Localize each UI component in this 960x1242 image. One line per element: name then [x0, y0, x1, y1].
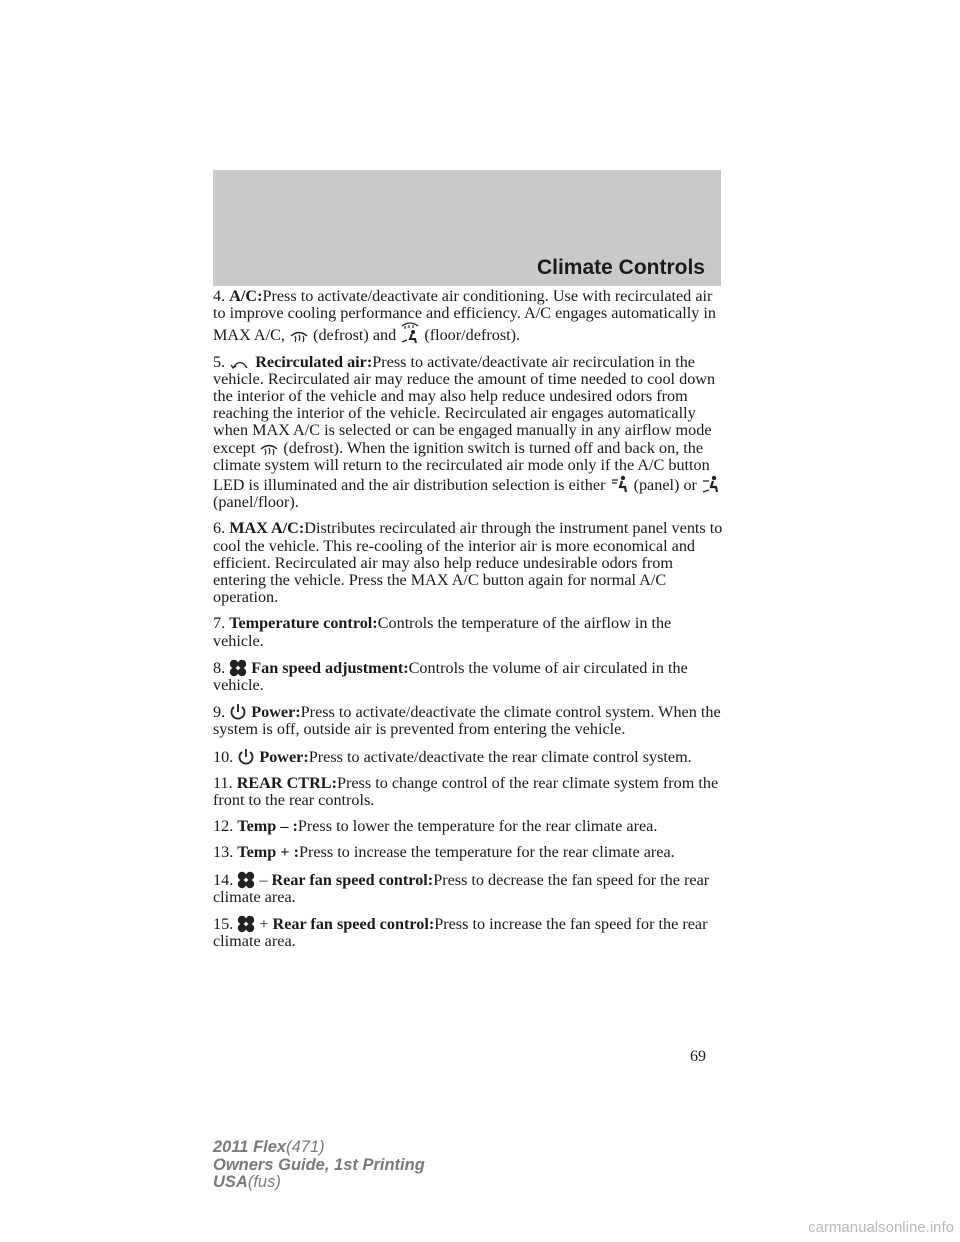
list-item: 7. Temperature control:Controls the temperature of the airflow in the vehicle. [213, 614, 672, 650]
list-item: 13. Temp + :Press to increase the temperature for the rear climate area. [213, 843, 675, 862]
defrost-icon [289, 330, 309, 344]
list-item: 8. Fan speed adjustment:Controls the volume of air circulated in the vehicle. [213, 658, 688, 695]
page-number: 69 [690, 1048, 706, 1065]
print-footer: 2011 Flex(471) Owners Guide, 1st Printing USA(fus) [213, 1138, 425, 1191]
section-title: Climate Controls [536, 256, 705, 279]
watermark[interactable]: carmanualsonline.info [808, 1219, 954, 1236]
list-item: 12. Temp – :Press to lower the temperature for the rear climate area. [213, 817, 658, 836]
fan-icon [229, 659, 247, 677]
panel-vent-icon [610, 474, 630, 494]
list-item: 6. MAX A/C:Distributes recirculated air through the instrument panel vents to cool the vehicle. This re-cooling of the interior air is more economical and efficient. Recirculated air may also help reduce undesirable odors from entering the vehicle. Press the MAX A/C button again for normal A/C operation. [213, 519, 723, 607]
power-icon [237, 748, 255, 766]
defrost-icon [259, 443, 279, 457]
recirculate-icon [229, 359, 251, 371]
list-item: 10. Power:Press to activate/deactivate the rear climate control system. [213, 747, 692, 766]
list-item: 11. REAR CTRL:Press to change control of the rear climate system from the front to the rear controls. [213, 773, 719, 810]
fan-icon [237, 871, 255, 889]
list-item: 4. A/C:Press to activate/deactivate air conditioning. Use with recirculated air to improve cooling performance and efficiency. A/C engages automatically in MAX A/C, (defrost) and (floor/defrost). [213, 287, 716, 345]
section-header-band [213, 170, 721, 286]
floor-defrost-icon [400, 322, 420, 344]
list-item: 15. + Rear fan speed control:Press to increase the fan speed for the rear climate area. [213, 915, 708, 951]
power-icon [229, 703, 247, 721]
fan-icon [237, 915, 255, 933]
instructions-list [213, 288, 723, 960]
list-item: 14. – Rear fan speed control:Press to decrease the fan speed for the rear climate area. [213, 870, 710, 906]
panel-floor-vent-icon [701, 474, 721, 494]
list-item: 9. Power:Press to activate/deactivate the climate control system. When the system is off, outside air is prevented from entering the vehicle. [213, 703, 721, 739]
list-item: 5. Recirculated air:Press to activate/deactivate air recirculation in the vehicle. Recirculated air may reduce the amount of time needed to cool down the interior of the vehicle and may also help reduce undesired odors from reaching the interior of the vehicle. Recirculated air engages automatically when MAX A/C is selected or can be engaged manually in any airflow mode except (defrost). When the ignition switch is turned off and back on, the climate system will return to the recirculated air mode only if the A/C button LED is illuminated and the air distribution selection is either (panel) or (panel/floor). [213, 354, 723, 512]
